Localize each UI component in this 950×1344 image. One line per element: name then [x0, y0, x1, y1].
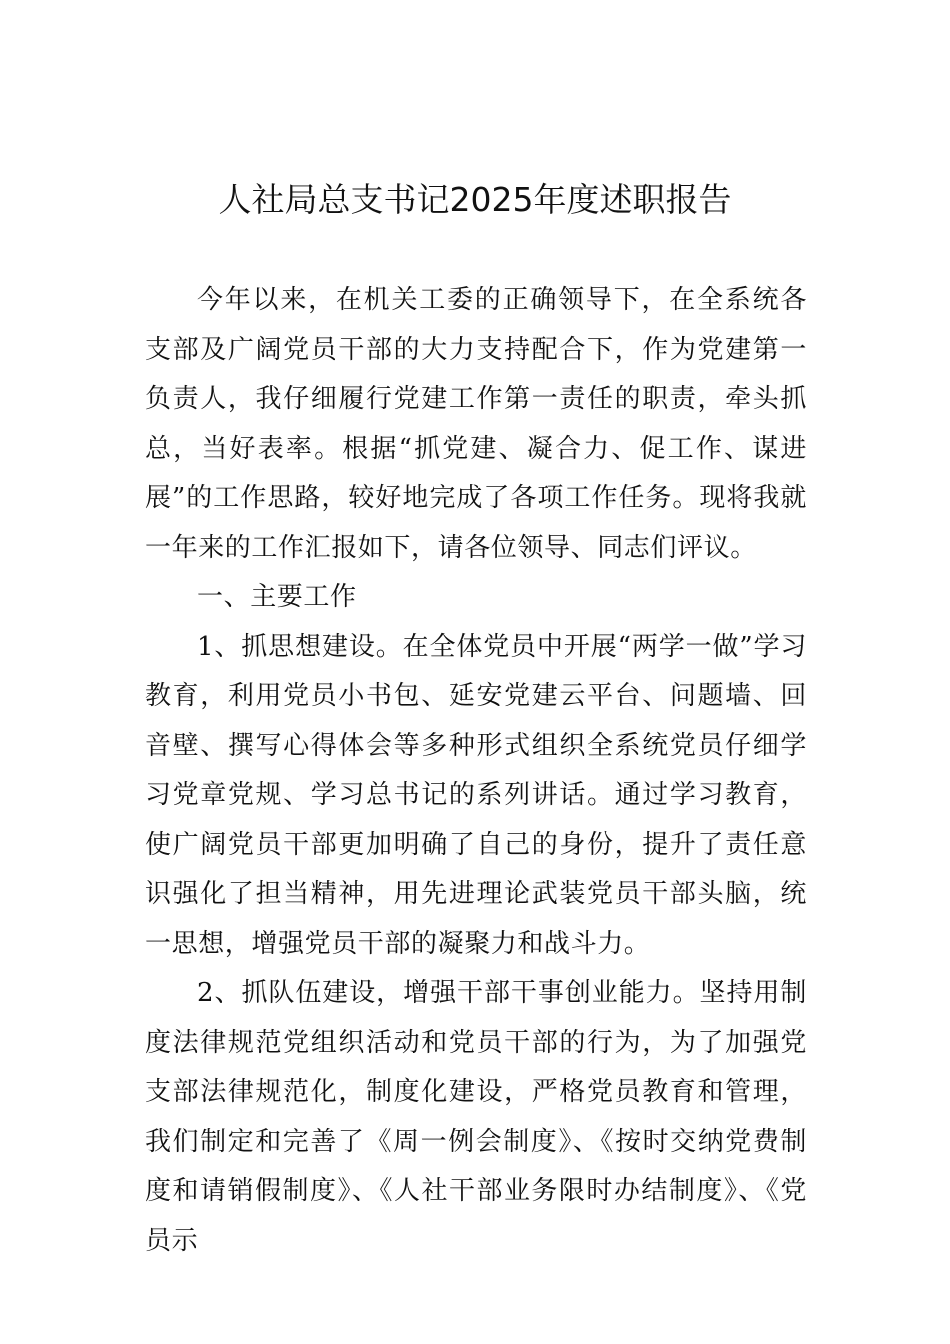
paragraph-team-building: 2、抓队伍建设，增强干部干事创业能力。坚持用制度法律规范党组织活动和党员干部的行为，为了加强党支部法律规范化，制度化建设，严格党员教育和管理，我们制定和完善了《周一例会制度》、《按时交纳党费制度和请销假制度》、《人社干部业务限时办结制度》、《党员示 — [145, 978, 807, 1256]
section-heading-main-work: 一、主要工作 — [197, 582, 357, 612]
paragraph-ideological-building: 1、抓思想建设。在全体党员中开展“两学一做”学习教育，利用党员小书包、延安党建云平台、问题墙、回音壁、撰写心得体会等多种形式组织全系统党员仔细学习党章党规、学习总书记的系列讲话。通过学习教育，使广阔党员干部更加明确了自己的身份，提升了责任意识强化了担当精神，用先进理论武装党员干部头脑，统一思想，增强党员干部的凝聚力和战斗力。 — [145, 631, 807, 959]
paragraph-intro: 今年以来，在机关工委的正确领导下，在全系统各支部及广阔党员干部的大力支持配合下，作为党建第一负责人，我仔细履行党建工作第一责任的职责，牵头抓总，当好表率。根据“抓党建、凝合力、促工作、谋进展”的工作思路，较好地完成了各项工作任务。现将我就一年来的工作汇报如下，请各位领导、同志们评议。 — [145, 285, 807, 563]
document-title: 人社局总支书记2025年度述职报告 — [218, 180, 732, 219]
document-body — [145, 276, 807, 1266]
